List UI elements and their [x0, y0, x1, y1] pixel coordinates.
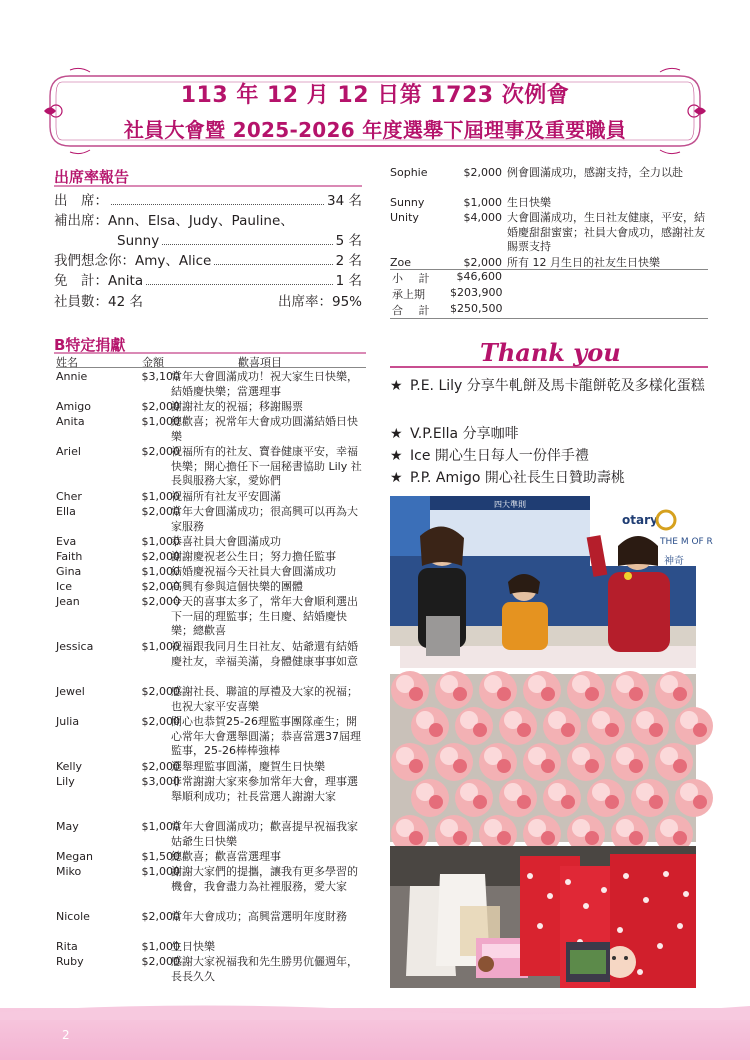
- donor-name: Ella: [56, 505, 76, 518]
- miss-value: 2 名: [335, 253, 362, 269]
- donation-message: 祝福所有的社友、寶眷健康平安，幸福快樂；開心擔任下一屆秘書協助 Lily 社長與服務大家，愛妳們: [171, 445, 362, 487]
- donation-amount: $1,000: [141, 820, 180, 833]
- donation-message: 所有 12 月生日的社友生日快樂: [507, 256, 660, 269]
- makeup-names: Ann、Elsa、Judy、Pauline、: [108, 213, 294, 229]
- donation-message: 開心也恭賀25-26理監事團隊產生；開心常年大會選舉圓滿；恭喜當選37屆理監事，25-26棒棒強棒: [171, 715, 361, 757]
- donor-name: Sophie: [390, 166, 428, 179]
- donation-row: [390, 196, 708, 211]
- star-icon: ★: [390, 426, 403, 442]
- thanks-item-text: P.P. Amigo 開心社長生日贊助壽桃: [410, 470, 625, 486]
- donation-row: [56, 820, 366, 850]
- thanks-item: [390, 424, 710, 444]
- donation-message: 大會圓滿成功，生日社友健康，平安，結婚慶甜甜蜜蜜；社員大會成功，感謝社友賜票支持: [507, 211, 705, 253]
- donation-amount: $2,000: [141, 955, 180, 968]
- donation-amount: $2,000: [141, 550, 180, 563]
- exempt-label: 免 計：: [54, 273, 108, 289]
- total-value: $250,500: [450, 302, 503, 315]
- donation-message: 生日快樂: [507, 196, 551, 209]
- donation-amount: $2,000: [141, 505, 180, 518]
- donation-amount: $3,000: [141, 775, 180, 788]
- donation-message: 選舉理監事圓滿，慶賀生日快樂: [171, 760, 325, 773]
- donation-amount: $2,000: [463, 256, 502, 269]
- donor-name: Eva: [56, 535, 77, 548]
- thanks-item-text: V.P.Ella 分享咖啡: [410, 426, 519, 442]
- subtotal-value: $46,600: [456, 270, 502, 283]
- donation-amount: $1,000: [141, 490, 180, 503]
- donor-name: Annie: [56, 370, 88, 383]
- donation-row: [390, 166, 708, 196]
- donor-name: Cher: [56, 490, 82, 503]
- donation-row: [56, 400, 366, 415]
- donor-name: Ruby: [56, 955, 84, 968]
- donation-row: [56, 940, 366, 955]
- attendance-present-row: [54, 189, 362, 207]
- donation-message: 今天的喜事太多了，常年大會順利選出下一屆的理監事；生日慶、結婚慶快樂；總歡喜: [171, 595, 358, 637]
- donation-row: [56, 955, 366, 985]
- donation-message: 謝謝大家們的提攜，讓我有更多學習的機會，我會盡力為社裡服務，愛大家: [171, 865, 358, 893]
- donation-row: [56, 850, 366, 865]
- present-value: 34 名: [327, 193, 362, 209]
- donation-amount: $2,000: [141, 715, 180, 728]
- svg-text:四大準則: 四大準則: [494, 500, 526, 509]
- donation-row: [56, 760, 366, 775]
- rate-value: 95%: [331, 294, 362, 310]
- dot-leader: [162, 235, 332, 245]
- donation-amount: $2,000: [141, 445, 180, 458]
- donation-message: 祝福跟我同月生日社友、姑爺還有結婚慶社友，幸福美滿，身體健康事事如意: [171, 640, 358, 668]
- donation-amount: $2,000: [141, 580, 180, 593]
- donation-amount: $2,000: [141, 595, 180, 608]
- dot-leader: [111, 195, 324, 205]
- donation-row: [56, 370, 366, 400]
- attendance-miss-row: [54, 249, 362, 267]
- donation-row: [56, 910, 366, 940]
- donor-name: Sunny: [390, 196, 425, 209]
- thanks-item-text: P.E. Lily 分享牛軋餅及馬卡龍餅乾及多樣化蛋糕: [410, 378, 705, 394]
- donation-row: [56, 640, 366, 685]
- page-footer: [0, 1008, 750, 1060]
- donation-row: [56, 415, 366, 445]
- donation-message: 常年大會圓滿成功；歡喜提早祝福我家姑爺生日快樂: [171, 820, 358, 848]
- donation-message: 祝福所有社友平安圓滿: [171, 490, 281, 503]
- donation-row: [56, 595, 366, 640]
- page-title: 113 年 12 月 12 日第 1723 次例會: [180, 83, 570, 108]
- donation-amount: $2,000: [463, 166, 502, 179]
- donation-amount: $1,000: [141, 565, 180, 578]
- heading-underline: [54, 185, 362, 187]
- attendance-exempt-row: [54, 269, 362, 287]
- photo-peach-buns: [390, 674, 696, 842]
- donation-row: [56, 775, 366, 820]
- donation-amount: $1,000: [141, 535, 180, 548]
- donation-message: 恭喜社員大會圓滿成功: [171, 535, 281, 548]
- donation-message: 例會圓滿成功，感謝支持，全力以赴: [507, 166, 683, 179]
- donation-amount: $4,000: [463, 211, 502, 224]
- donation-row: [56, 565, 366, 580]
- donation-message: 總歡喜；歡喜當選理事: [171, 850, 281, 863]
- svg-text:THE M OF R: THE M OF R: [660, 537, 713, 547]
- donation-amount: $2,000: [141, 910, 180, 923]
- donations-heading: B特定捐獻: [54, 336, 126, 354]
- donation-message: 結婚慶祝福今天社員大會圓滿成功: [171, 565, 336, 578]
- donation-amount: $2,000: [141, 400, 180, 413]
- donation-message: 總歡喜；祝常年大會成功圓滿結婚日快樂: [171, 415, 358, 443]
- present-label: 出 席：: [54, 193, 108, 209]
- donations-table-header: [56, 354, 366, 368]
- donor-name: Jean: [56, 595, 80, 608]
- previous-value: $203,900: [450, 286, 503, 299]
- donation-row: [56, 865, 366, 910]
- thanks-item: [390, 376, 710, 418]
- miss-names: Amy、Alice: [135, 253, 212, 269]
- donation-message: 感謝大家祝福我和先生勝男伉儷週年，長長久久: [171, 955, 358, 983]
- donor-name: Faith: [56, 550, 83, 563]
- dot-leader: [214, 255, 332, 265]
- donor-name: Nicole: [56, 910, 90, 923]
- miss-label: 我們想念你：: [54, 253, 135, 269]
- attendance-heading: 出席率報告: [54, 168, 130, 186]
- title-banner: [40, 66, 710, 156]
- donation-message: 非常謝謝大家來參加常年大會，理事選舉順利成功；社長當選人謝謝大家: [171, 775, 358, 803]
- footer-wave: [0, 1000, 750, 1020]
- donation-amount: $2,000: [141, 685, 180, 698]
- donor-name: Gina: [56, 565, 82, 578]
- donation-amount: $1,000: [141, 415, 180, 428]
- previous-row: [390, 286, 590, 301]
- previous-label: 承上期: [392, 288, 425, 301]
- subtotal-label: 小 計: [392, 272, 436, 285]
- donor-name: Ice: [56, 580, 73, 593]
- donation-amount: $1,000: [463, 196, 502, 209]
- donation-amount: $3,100: [141, 370, 180, 383]
- donation-amount: $1,000: [141, 940, 180, 953]
- donor-name: Jessica: [56, 640, 94, 653]
- photo-gift-bags: [390, 846, 696, 988]
- donor-name: Lily: [56, 775, 75, 788]
- donation-message: 謝謝慶祝老公生日；努力擔任監事: [171, 550, 336, 563]
- members-value: 42 名: [108, 294, 143, 310]
- dot-leader: [146, 275, 333, 285]
- divider: [390, 318, 708, 319]
- photo-meeting: [390, 496, 713, 668]
- col-name: 姓名: [56, 356, 78, 369]
- donation-message: 常年大會圓滿成功；很高興可以再為大家服務: [171, 505, 358, 533]
- donor-name: Ariel: [56, 445, 81, 458]
- page-number: 2: [62, 1028, 70, 1042]
- thanks-item-text: Ice 開心生日每人一份伴手禮: [410, 448, 589, 464]
- donation-message: 生日快樂: [171, 940, 215, 953]
- donor-name: Miko: [56, 865, 82, 878]
- members-label: 社員數：: [54, 294, 108, 310]
- star-icon: ★: [390, 470, 403, 486]
- donation-message: 感謝社長、聯誼的厚禮及大家的祝福；也祝大家平安喜樂: [171, 685, 358, 713]
- donation-message: 高興有參與這個快樂的團體: [171, 580, 303, 593]
- donation-amount: $1,000: [141, 640, 180, 653]
- col-amount: 金額: [142, 356, 164, 369]
- donation-row: [56, 550, 366, 565]
- donation-message: 常年大會成功；高興當選明年度財務: [171, 910, 347, 923]
- makeup-label: 補出席：: [54, 213, 108, 229]
- donor-name: Amigo: [56, 400, 92, 413]
- svg-text:神奇: 神奇: [664, 556, 684, 567]
- donation-row: [56, 505, 366, 535]
- star-icon: ★: [390, 448, 403, 464]
- exempt-value: 1 名: [335, 273, 362, 289]
- donation-amount: $2,000: [141, 760, 180, 773]
- donation-amount: $1,000: [141, 865, 180, 878]
- star-icon: ★: [390, 378, 403, 394]
- donation-row: [390, 211, 708, 256]
- thank-you-underline: [390, 366, 708, 368]
- attendance-members-row: [54, 290, 362, 308]
- col-message: 歡喜項目: [238, 356, 282, 369]
- page-subtitle: 社員大會暨 2025-2026 年度選舉下屆理事及重要職員: [123, 118, 627, 142]
- donation-row: [56, 685, 366, 715]
- makeup-names-2: Sunny: [117, 233, 160, 249]
- makeup-value: 5 名: [335, 233, 362, 249]
- donor-name: Zoe: [390, 256, 412, 269]
- donor-name: Anita: [56, 415, 85, 428]
- thanks-item: [390, 468, 710, 488]
- donor-name: May: [56, 820, 79, 833]
- subtotal-row: [390, 270, 590, 285]
- donation-message: 謝謝社友的祝福；移謝賜票: [171, 400, 303, 413]
- donation-row: [56, 715, 366, 760]
- thanks-item: [390, 446, 710, 466]
- attendance-makeup-row: [54, 209, 362, 227]
- total-row: [390, 302, 590, 317]
- donor-name: Julia: [56, 715, 80, 728]
- donation-message: 常年大會圓滿成功！祝大家生日快樂，結婚慶快樂；當選理事: [171, 370, 358, 398]
- donation-row: [56, 445, 366, 490]
- rate-label: 出席率：: [277, 294, 332, 310]
- donation-amount: $1,500: [141, 850, 180, 863]
- donor-name: Unity: [390, 211, 419, 224]
- donor-name: Kelly: [56, 760, 83, 773]
- thank-you-title: Thank you: [480, 338, 621, 367]
- donation-row: [56, 580, 366, 595]
- exempt-names: Anita: [108, 273, 144, 289]
- donation-row: [56, 535, 366, 550]
- svg-text:otary: otary: [622, 513, 658, 527]
- donor-name: Jewel: [56, 685, 85, 698]
- attendance-makeup-row-2: [117, 229, 362, 247]
- total-label: 合 計: [392, 304, 436, 317]
- donor-name: Megan: [56, 850, 93, 863]
- donation-row: [56, 490, 366, 505]
- donor-name: Rita: [56, 940, 78, 953]
